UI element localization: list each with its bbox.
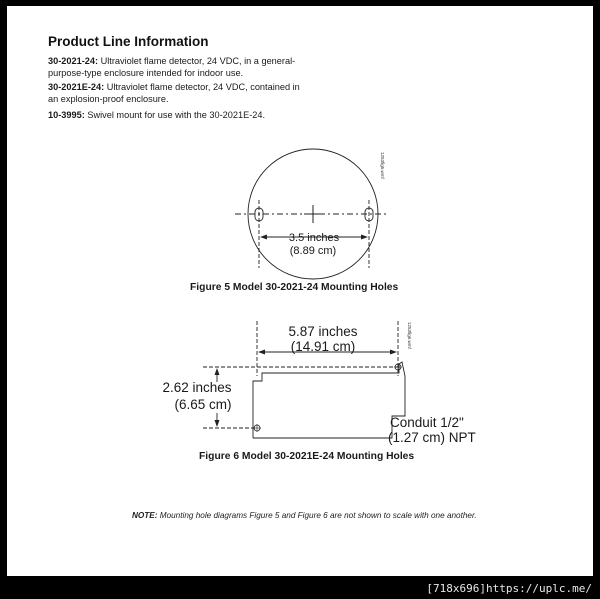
- note-text: Mounting hole diagrams Figure 5 and Figure 6 are not shown to scale with one another.: [157, 511, 477, 520]
- section-heading: Product Line Information: [48, 34, 209, 49]
- arrow-right: [361, 235, 368, 240]
- watermark-url: [718x696]https://uplc.me/: [426, 582, 592, 595]
- arrow-left: [258, 350, 265, 355]
- product-code: 30-2021-24:: [48, 56, 99, 66]
- figure-6-conduit-size: (1.27 cm) NPT: [388, 430, 476, 445]
- footnote: [132, 511, 477, 520]
- figure-6-caption: Figure 6 Model 30-2021E-24 Mounting Holes: [199, 451, 415, 462]
- product-description-cont: purpose-type enclosure intended for indoor use.: [48, 68, 244, 78]
- figure-5-dimension-inches: 3.5 inches: [288, 232, 340, 244]
- product-description: Ultraviolet flame detector, 24 VDC, in a general-: [98, 56, 296, 66]
- product-code: 10-3995:: [48, 110, 85, 120]
- figure-6-width-cm: (14.91 cm): [290, 339, 356, 354]
- note-label: NOTE:: [132, 511, 158, 520]
- arrow-left: [260, 235, 267, 240]
- figure-5-caption: Figure 5 Model 30-2021-24 Mounting Holes: [190, 282, 399, 293]
- product-description: Swivel mount for use with the 30-2021E-24.: [84, 110, 266, 120]
- figure-6-height-cm: (6.65 cm): [174, 397, 232, 412]
- document-page: [7, 6, 593, 576]
- arrow-right: [390, 350, 397, 355]
- figure-6-height-inches: 2.62 inches: [162, 380, 232, 395]
- product-description: Ultraviolet flame detector, 24 VDC, contained in: [104, 82, 300, 92]
- product-code: 30-2021E-24:: [48, 82, 105, 92]
- figure-6-conduit: Conduit 1/2": [390, 415, 464, 430]
- figure-5-dimension-cm: (8.89 cm): [289, 245, 337, 257]
- arrow-down: [215, 420, 220, 427]
- figure-6-width-inches: 5.87 inches: [288, 324, 358, 339]
- product-description-cont: an explosion-proof enclosure.: [48, 94, 169, 104]
- enclosure-outline: [253, 362, 405, 438]
- arrow-up: [215, 368, 220, 375]
- figure-6-side-code: 1253fig6.wmf: [407, 322, 412, 349]
- figure-5-side-code: 1253fig5.wmf: [380, 152, 385, 179]
